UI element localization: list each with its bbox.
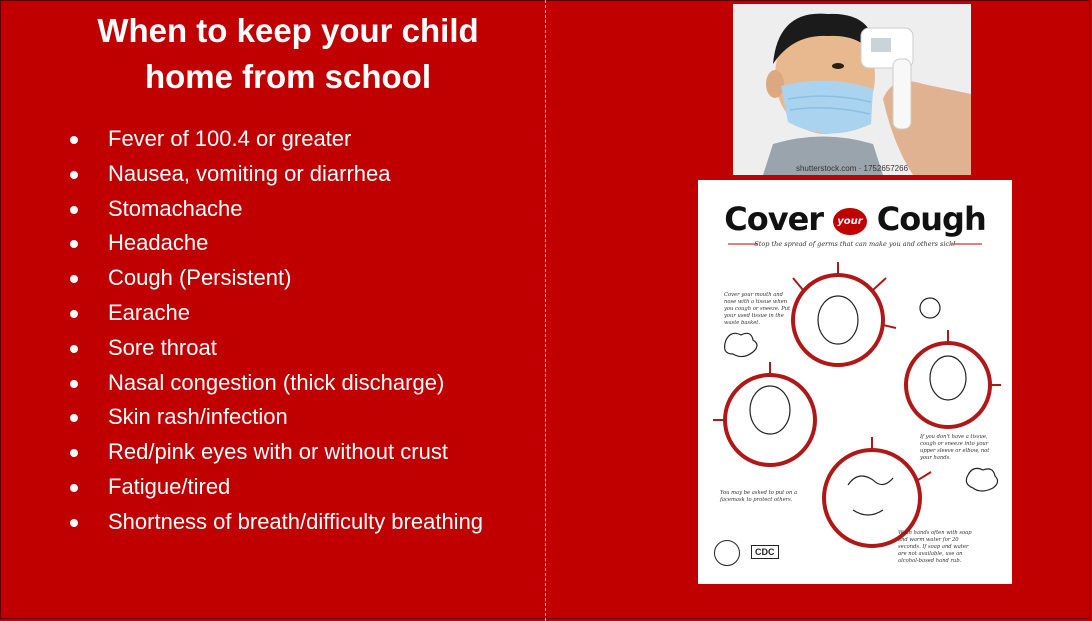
- bullet-icon: [70, 206, 78, 214]
- poster-note-handwash: Wash hands often with soap and warm water for 20 seconds. If soap and water are not available, use an alcohol-based hand rub.: [898, 530, 972, 564]
- poster-subtitle: Stop the spread of germs that can make you and others sick!: [754, 240, 956, 248]
- child-thermometer-illustration: [733, 4, 971, 175]
- bullet-icon: [70, 414, 78, 422]
- symptom-item: Fatigue/tired: [70, 470, 483, 505]
- symptom-item: Red/pink eyes with or without crust: [70, 435, 483, 470]
- bullet-icon: [70, 345, 78, 353]
- photo-caption: shutterstock.com · 1752657266: [795, 164, 909, 173]
- temperature-check-photo: [733, 4, 971, 175]
- poster-title-left: Cover: [724, 200, 824, 238]
- poster-title-right: Cough: [876, 200, 986, 238]
- symptom-item: Fever of 100.4 or greater: [70, 122, 483, 157]
- symptom-list: [70, 122, 483, 540]
- bullet-icon: [70, 484, 78, 492]
- bullet-icon: [70, 275, 78, 283]
- poster-note-sleeve: If you don't have a tissue, cough or sneeze into your upper sleeve or elbow, not your hands.: [920, 434, 990, 461]
- symptom-item: Nausea, vomiting or diarrhea: [70, 157, 483, 192]
- poster-note-facemask: You may be asked to put on a facemask to protect others.: [720, 490, 798, 503]
- bullet-icon: [70, 171, 78, 179]
- slide-title: [40, 8, 536, 100]
- symptom-item: Earache: [70, 296, 483, 331]
- symptom-item: Stomachache: [70, 192, 483, 227]
- cover-your-cough-poster: [698, 180, 1012, 584]
- symptom-item: Sore throat: [70, 331, 483, 366]
- symptom-item: Cough (Persistent): [70, 261, 483, 296]
- poster-title-your: your: [833, 208, 866, 235]
- slide-divider: [545, 0, 546, 621]
- poster-title: [698, 200, 1012, 238]
- bullet-icon: [70, 310, 78, 318]
- poster-note-tissue: Cover your mouth and nose with a tissue when you cough or sneeze. Put your used tissue in the waste basket.: [724, 292, 791, 326]
- symptom-item: Shortness of breath/difficulty breathing: [70, 505, 483, 540]
- bullet-icon: [70, 380, 78, 388]
- bullet-icon: [70, 519, 78, 527]
- symptom-item: Skin rash/infection: [70, 400, 483, 435]
- symptom-item: Nasal congestion (thick discharge): [70, 366, 483, 401]
- title-line-1: When to keep your child: [97, 12, 479, 49]
- bullet-icon: [70, 449, 78, 457]
- symptom-item: Headache: [70, 226, 483, 261]
- title-line-2: home from school: [144, 58, 432, 95]
- hhs-logo-icon: [714, 540, 740, 566]
- bullet-icon: [70, 136, 78, 144]
- cdc-logo: CDC: [751, 545, 779, 559]
- bullet-icon: [70, 240, 78, 248]
